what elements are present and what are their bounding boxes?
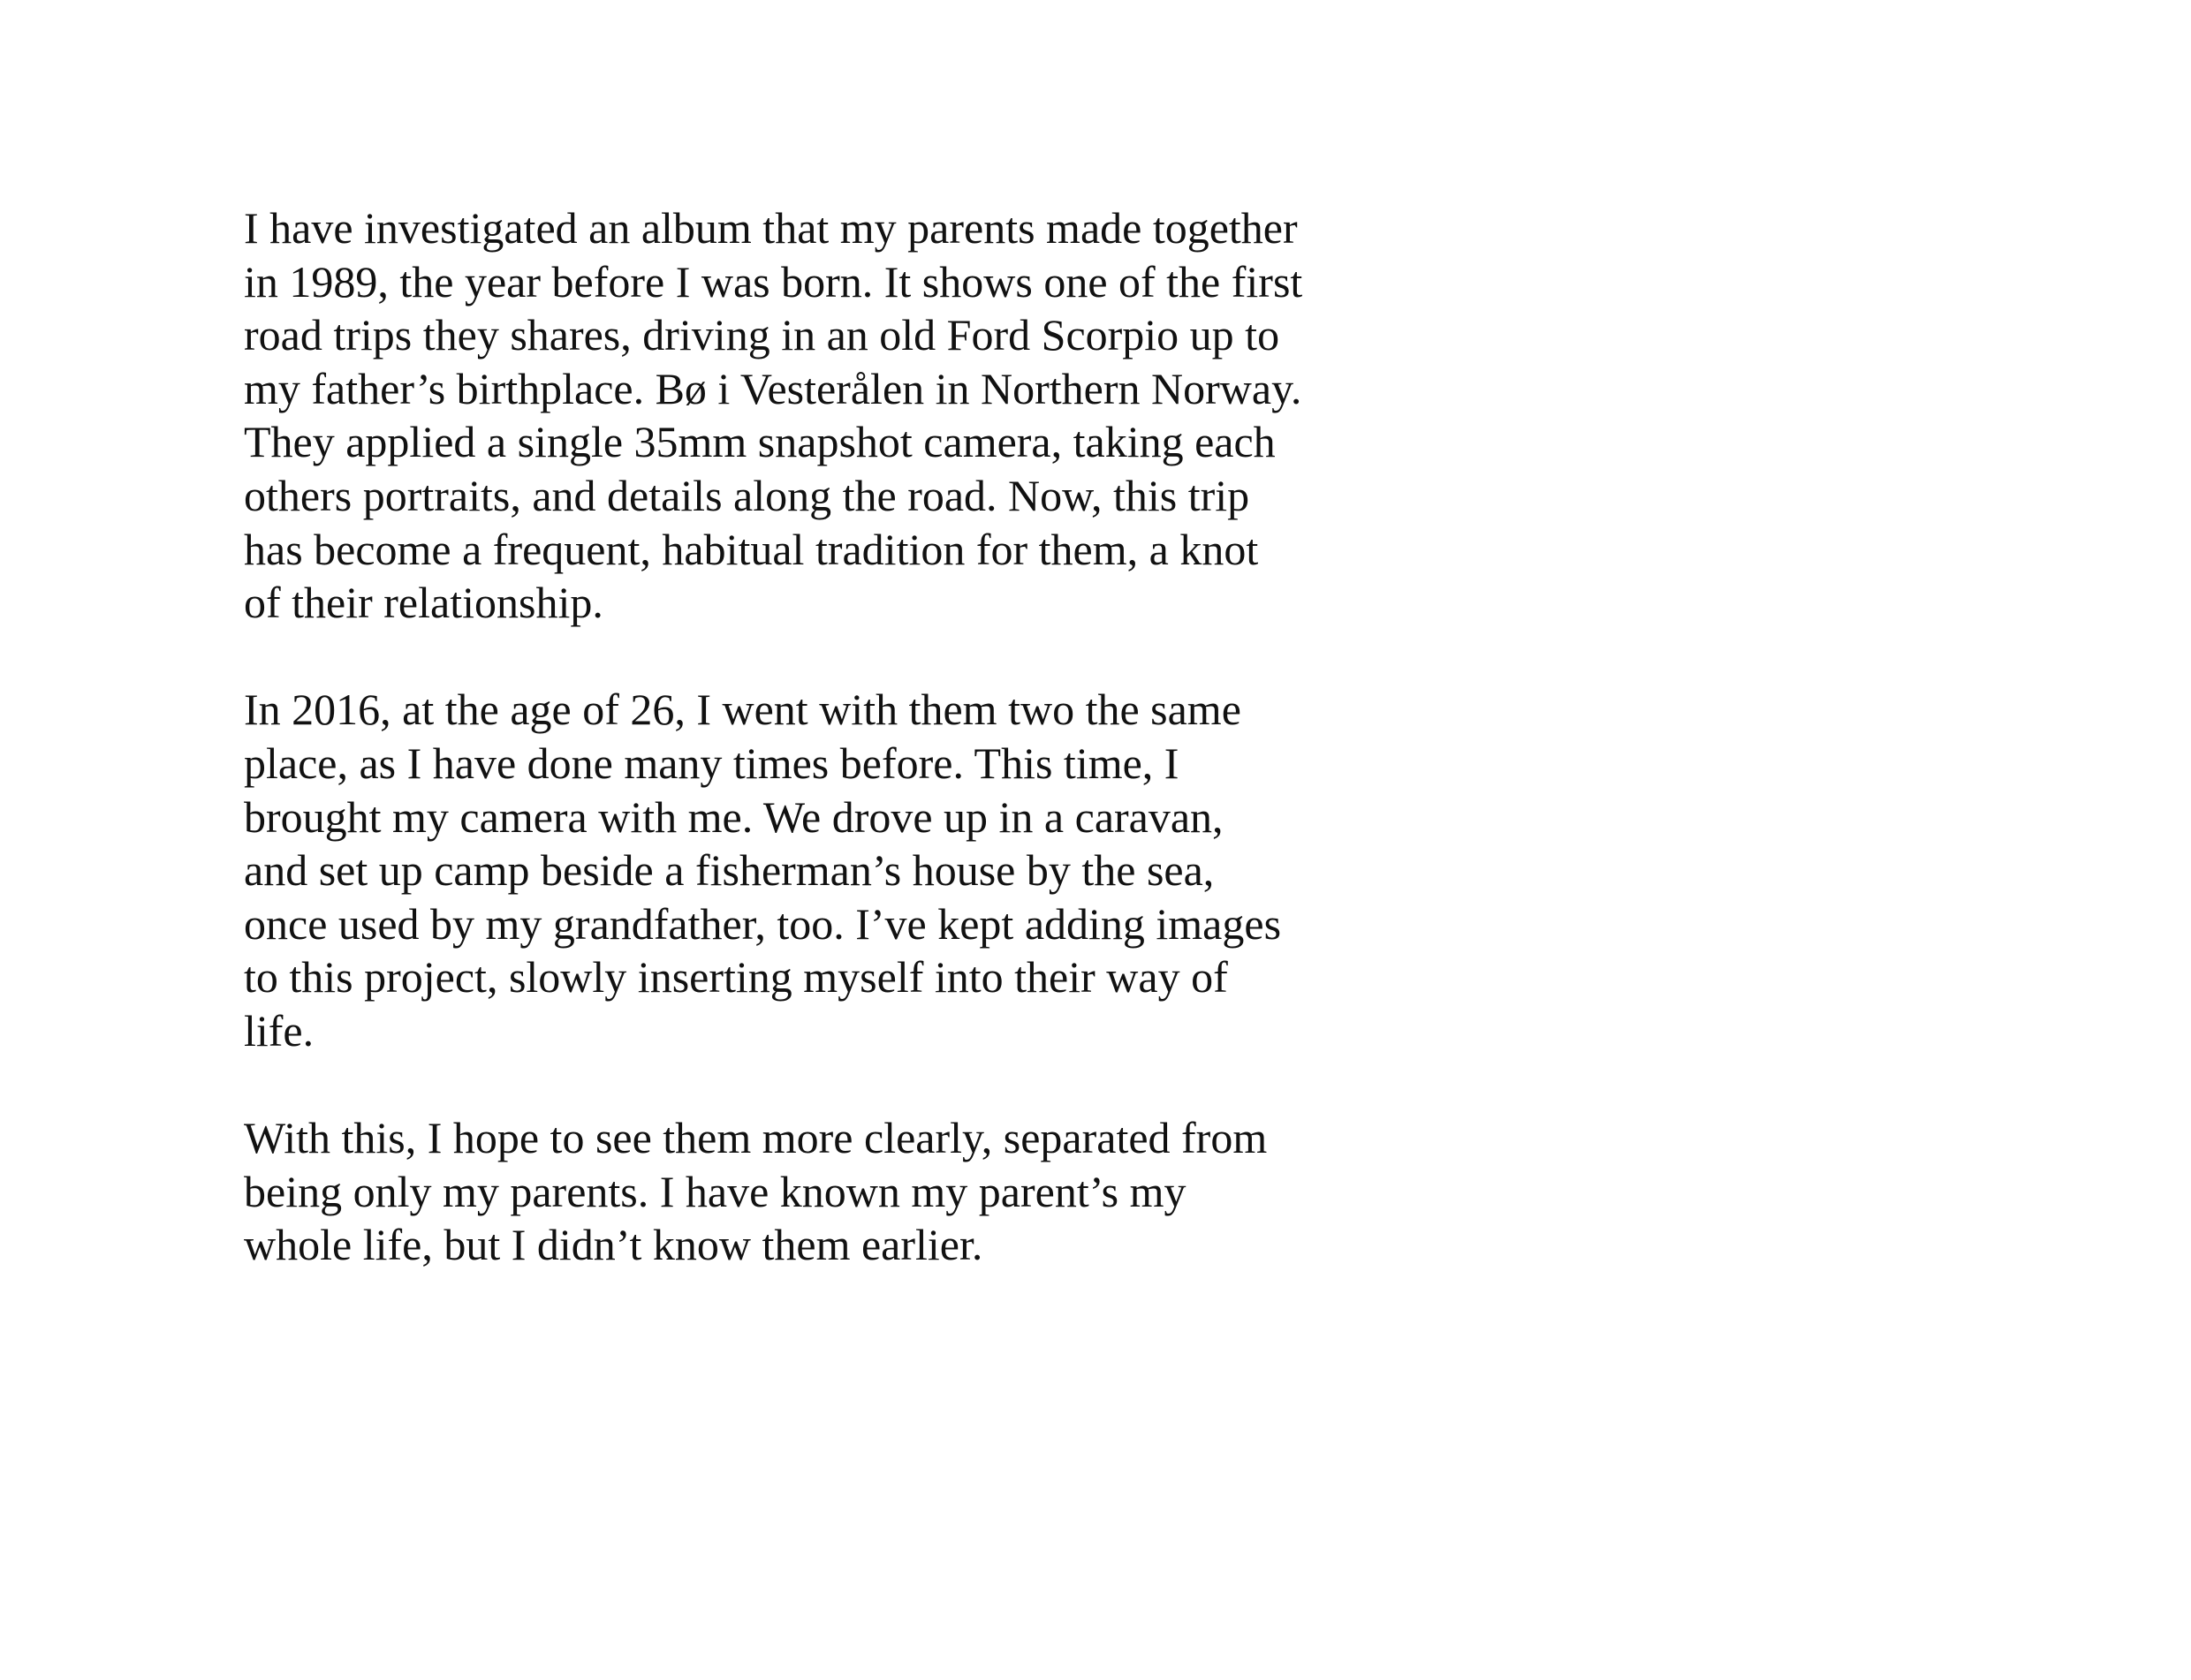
text-line: brought my camera with me. We drove up in a caravan, xyxy=(244,791,1224,842)
paragraph-2 xyxy=(244,683,1357,1057)
text-line: With this, I hope to see them more clearly, separated from xyxy=(244,1113,1268,1163)
text-line: once used by my grandfather, too. I’ve kept adding images xyxy=(244,898,1282,949)
text-line: whole life, but I didn’t know them earlier. xyxy=(244,1220,983,1270)
text-line: I have investigated an album that my parents made together xyxy=(244,203,1298,253)
text-line: has become a frequent, habitual tradition for them, a knot xyxy=(244,524,1259,574)
text-line: of their relationship. xyxy=(244,578,603,628)
text-line: being only my parents. I have known my parent’s my xyxy=(244,1166,1186,1216)
paragraph-1 xyxy=(244,201,1357,630)
text-line: life. xyxy=(244,1005,315,1056)
text-line: place, as I have done many times before. This time, I xyxy=(244,738,1179,788)
text-line: They applied a single 35mm snapshot camera, taking each xyxy=(244,417,1276,467)
text-line: to this project, slowly inserting myself into their way of xyxy=(244,952,1228,1003)
paragraph-3 xyxy=(244,1111,1357,1272)
text-line: road trips they shares, driving in an old Ford Scorpio up to xyxy=(244,310,1280,360)
text-line: In 2016, at the age of 26, I went with them two the same xyxy=(244,685,1241,735)
text-line: my father’s birthplace. Bø i Vesterålen in Northern Norway. xyxy=(244,363,1302,413)
body-text xyxy=(244,201,1357,1272)
text-line: and set up camp beside a fisherman’s house by the sea, xyxy=(244,845,1215,896)
text-line: others portraits, and details along the road. Now, this trip xyxy=(244,470,1250,520)
text-line: in 1989, the year before I was born. It shows one of the first xyxy=(244,256,1303,306)
